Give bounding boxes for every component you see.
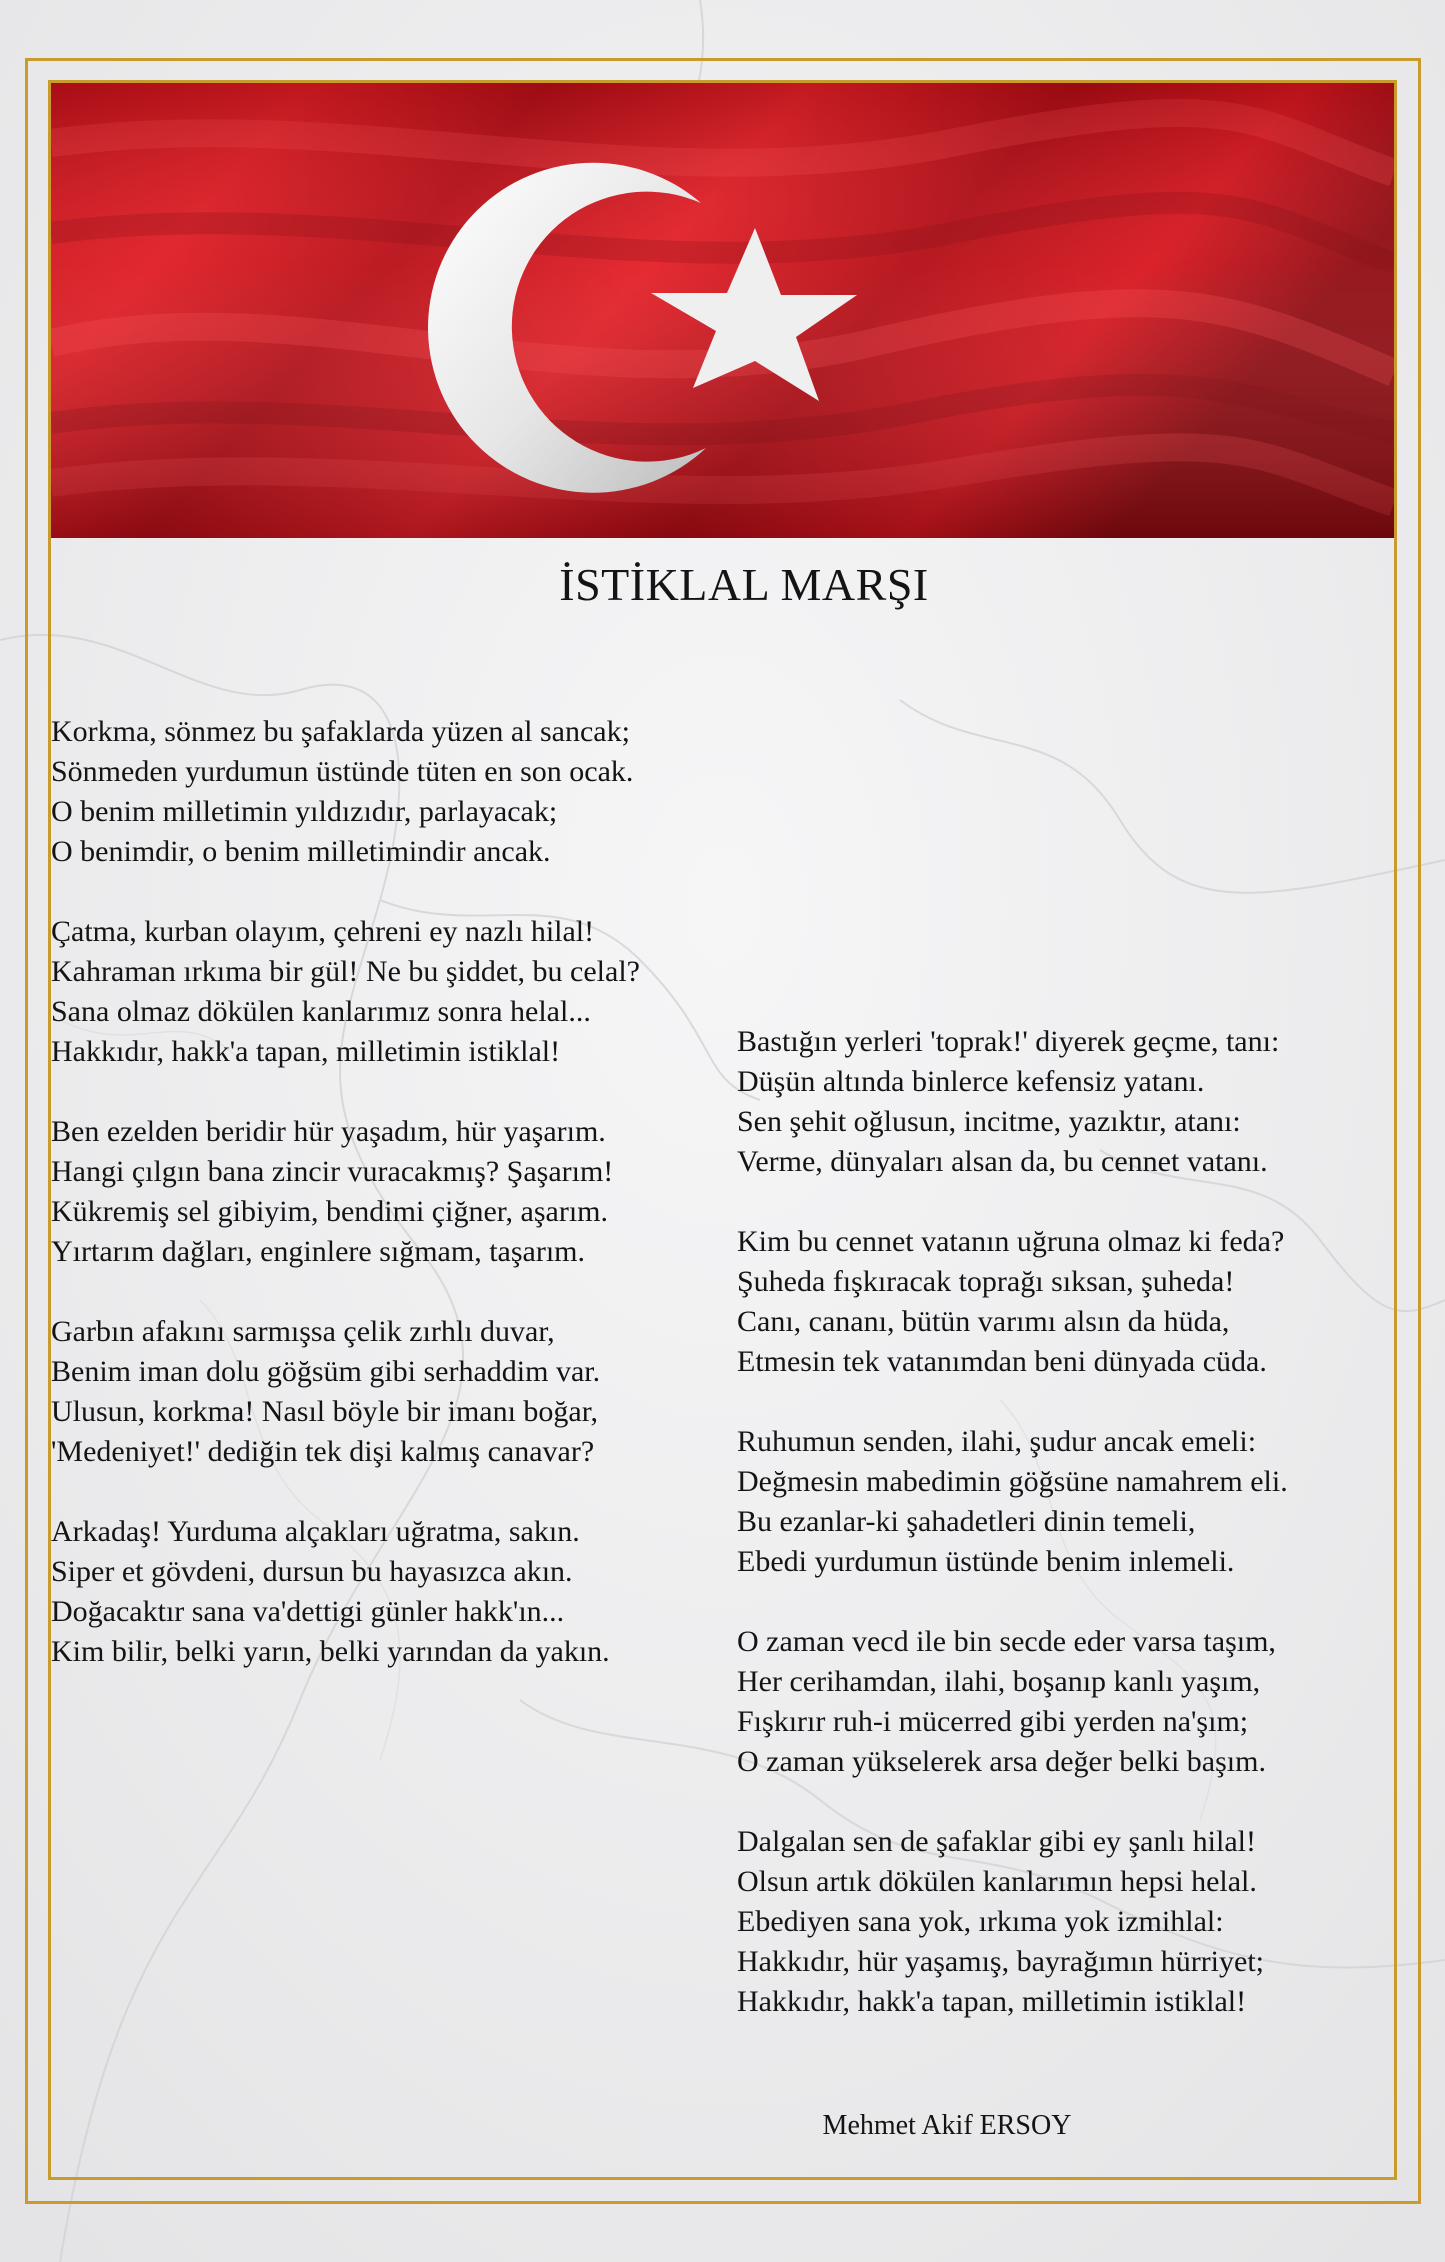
- poem-line: Düşün altında binlerce kefensiz yatanı.: [737, 1065, 1205, 1098]
- poem-line: Kükremiş sel gibiyim, bendimi çiğner, aşarım.: [51, 1195, 609, 1228]
- poem-line: Sana olmaz dökülen kanlarımız sonra helal...: [51, 995, 591, 1028]
- poem-line: Sen şehit oğlusun, incitme, yazıktır, atanı:: [737, 1105, 1241, 1138]
- poem-line: Ruhumun senden, ilahi, şudur ancak emeli:: [737, 1425, 1257, 1458]
- author-signature: Mehmet Akif ERSOY: [822, 2110, 1072, 2141]
- poem-line: Ebedi yurdumun üstünde benim inlemeli.: [737, 1545, 1235, 1578]
- poem-line: Hangi çılgın bana zincir vuracakmış? Şaşarım!: [51, 1155, 614, 1188]
- poem-line: Hakkıdır, hakk'a tapan, milletimin istiklal!: [737, 1985, 1247, 2018]
- poem-line: Arkadaş! Yurduma alçakları uğratma, sakın.: [51, 1515, 580, 1548]
- poem-line: O zaman yükselerek arsa değer belki başım.: [737, 1745, 1266, 1778]
- stanza: [51, 1112, 731, 1272]
- stanza: [51, 912, 731, 1072]
- poem-line: Olsun artık dökülen kanlarımın hepsi helal.: [737, 1865, 1257, 1898]
- poem-line: O zaman vecd ile bin secde eder varsa taşım,: [737, 1625, 1276, 1658]
- poem-line: 'Medeniyet!' dediğin tek dişi kalmış canavar?: [51, 1435, 595, 1468]
- poem-line: Etmesin tek vatanımdan beni dünyada cüda.: [737, 1345, 1267, 1378]
- poem-line: Şuheda fışkıracak toprağı sıksan, şuheda!: [737, 1265, 1235, 1298]
- poem-line: Fışkırır ruh-i mücerred gibi yerden na'şım;: [737, 1705, 1249, 1738]
- stanza: [737, 1222, 1387, 1382]
- poem-line: Her cerihamdan, ilahi, boşanıp kanlı yaşım,: [737, 1665, 1261, 1698]
- poem-line: Sönmeden yurdumun üstünde tüten en son ocak.: [51, 755, 634, 788]
- stanza: [737, 1622, 1387, 1782]
- poem-line: Kahraman ırkıma bir gül! Ne bu şiddet, bu celal?: [51, 955, 640, 988]
- poem-line: Değmesin mabedimin göğsüne namahrem eli.: [737, 1465, 1288, 1498]
- poem-line: Bu ezanlar-ki şahadetleri dinin temeli,: [737, 1505, 1196, 1538]
- poem-line: Ben ezelden beridir hür yaşadım, hür yaşarım.: [51, 1115, 606, 1148]
- poem-line: Yırtarım dağları, enginlere sığmam, taşarım.: [51, 1235, 585, 1268]
- poem-line: Canı, cananı, bütün varımı alsın da hüda,: [737, 1305, 1230, 1338]
- poem-line: Ebediyen sana yok, ırkıma yok izmihlal:: [737, 1905, 1224, 1938]
- poem-line: Siper et gövdeni, dursun bu hayasızca akın.: [51, 1555, 573, 1588]
- poem-line: Çatma, kurban olayım, çehreni ey nazlı hilal!: [51, 915, 595, 948]
- stanza: [51, 712, 731, 872]
- poem-line: Korkma, sönmez bu şafaklarda yüzen al sancak;: [51, 715, 630, 748]
- stanza: [737, 1822, 1387, 2022]
- poem-column-left: [51, 712, 731, 1712]
- poem-line: Ulusun, korkma! Nasıl böyle bir imanı boğar,: [51, 1395, 599, 1428]
- poem-line: Dalgalan sen de şafaklar gibi ey şanlı hilal!: [737, 1825, 1256, 1858]
- page-title: İSTİKLAL MARŞI: [559, 559, 929, 610]
- stanza: [737, 1422, 1387, 1582]
- poem-column-right: [737, 1022, 1387, 2062]
- poem-line: Verme, dünyaları alsan da, bu cennet vatanı.: [737, 1145, 1268, 1178]
- poem-line: Kim bu cennet vatanın uğruna olmaz ki feda?: [737, 1225, 1285, 1258]
- stanza: [51, 1312, 731, 1472]
- poem-line: O benimdir, o benim milletimindir ancak.: [51, 835, 551, 868]
- poem-line: O benim milletimin yıldızıdır, parlayacak;: [51, 795, 558, 828]
- poem-line: Doğacaktır sana va'dettigi günler hakk'ın...: [51, 1595, 565, 1628]
- poem-line: Hakkıdır, hakk'a tapan, milletimin istiklal!: [51, 1035, 561, 1068]
- poem-line: Garbın afakını sarmışsa çelik zırhlı duvar,: [51, 1315, 555, 1348]
- poem-line: Benim iman dolu göğsüm gibi serhaddim var.: [51, 1355, 601, 1388]
- stanza: [51, 1512, 731, 1672]
- poem-line: Bastığın yerleri 'toprak!' diyerek geçme, tanı:: [737, 1025, 1280, 1058]
- stanza: [737, 1022, 1387, 1182]
- poem-line: Kim bilir, belki yarın, belki yarından da yakın.: [51, 1635, 610, 1668]
- poem-line: Hakkıdır, hür yaşamış, bayrağımın hürriyet;: [737, 1945, 1265, 1978]
- turkish-flag-icon: [51, 83, 1394, 538]
